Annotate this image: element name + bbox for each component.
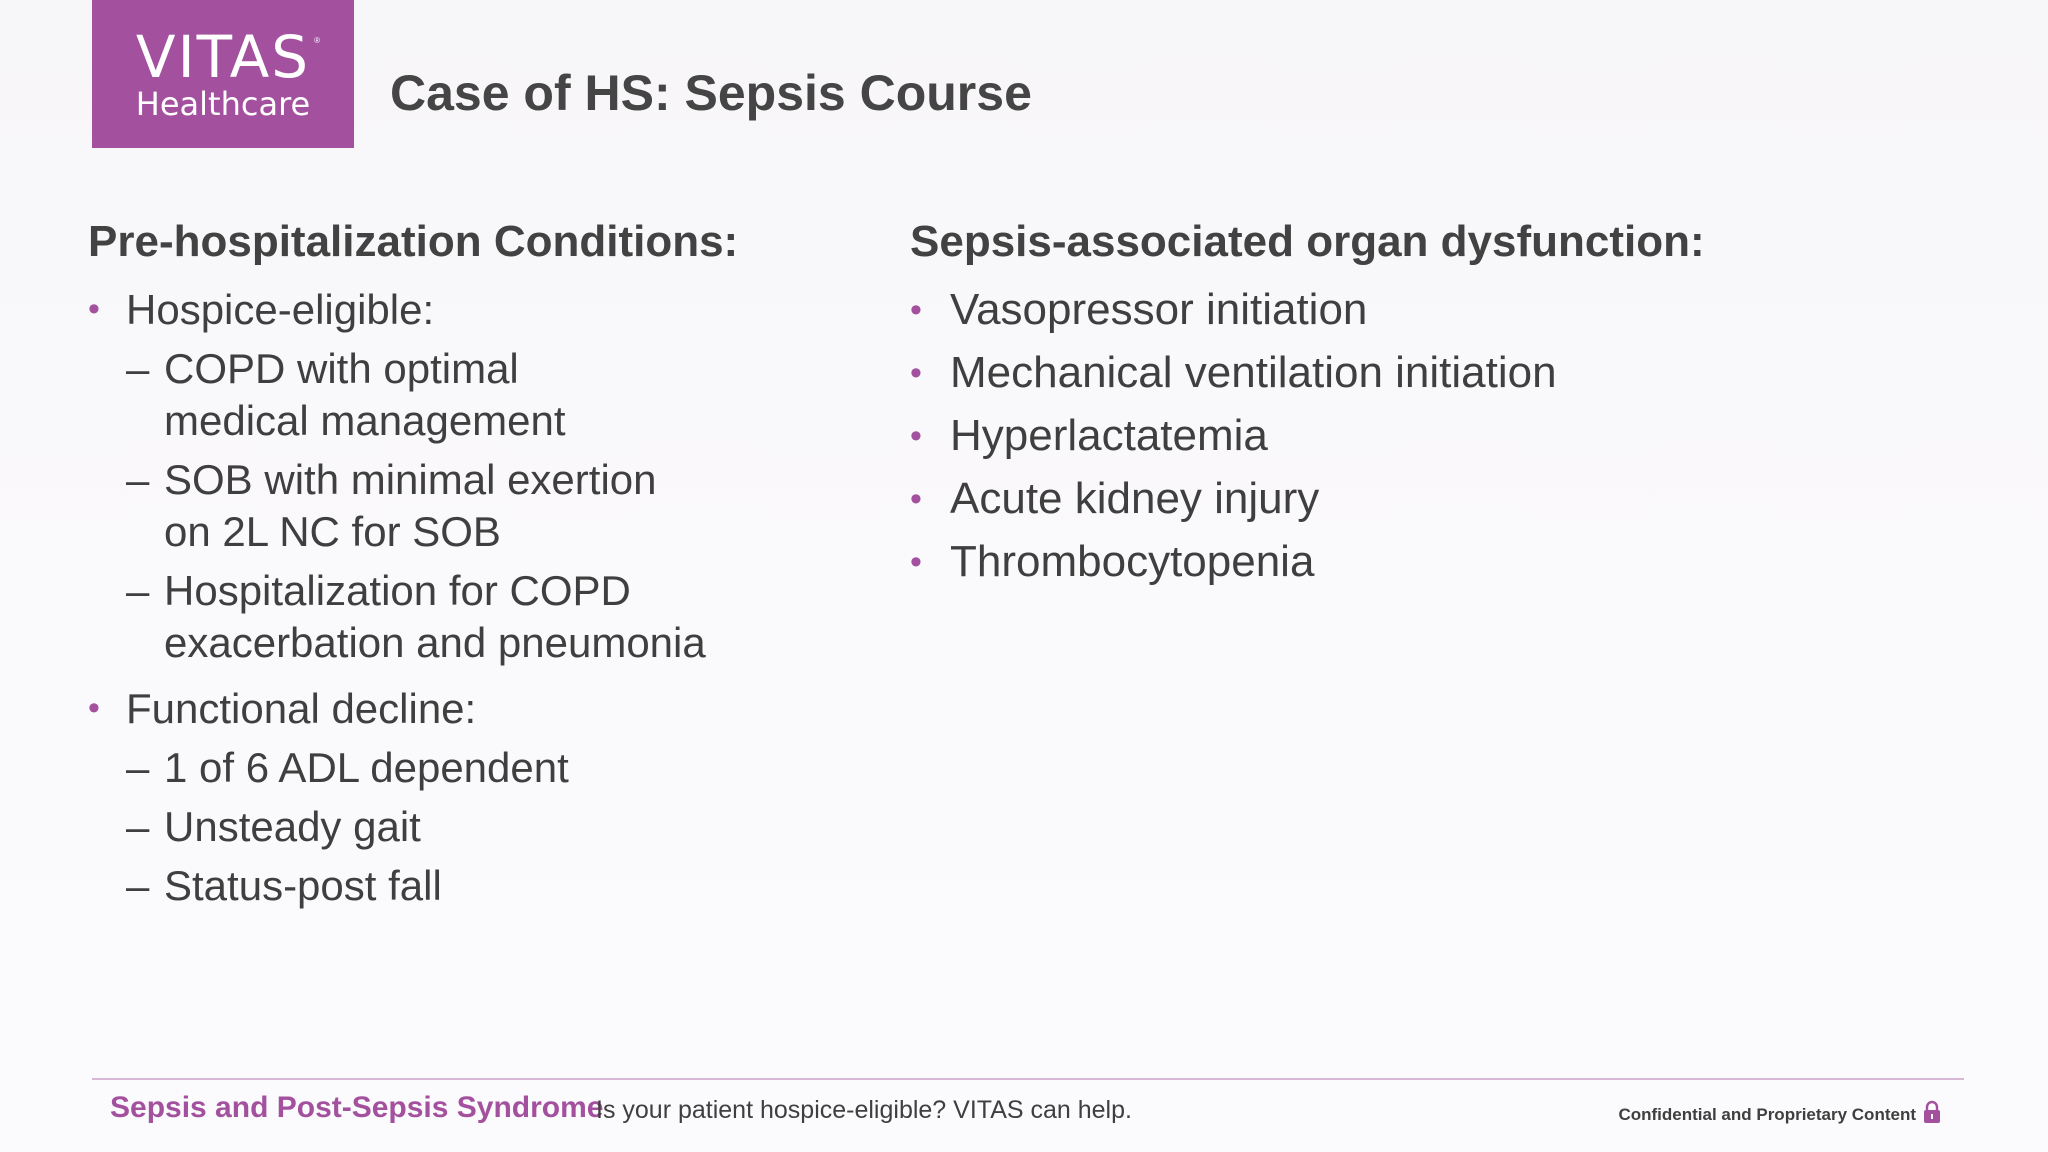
sub-bullet: [88, 565, 868, 669]
footer-tagline: Is your patient hospice-eligible? VITAS can help.: [596, 1096, 1132, 1124]
sub-bullet: [88, 454, 868, 558]
bullet-label: Thrombocytopenia: [950, 537, 1315, 586]
bullet-dot: •: [910, 480, 922, 518]
bullet-dot: •: [910, 354, 922, 392]
sub-line: COPD with optimal: [164, 345, 519, 393]
left-column: [88, 217, 868, 919]
bullet-hyperlactatemia: [910, 410, 1950, 462]
dash: –: [126, 862, 150, 910]
sub-bullet: [88, 860, 868, 912]
bullet-label: Hospice-eligible:: [126, 286, 435, 333]
dash: –: [126, 803, 150, 851]
bullet-label: Functional decline:: [126, 685, 477, 733]
bullet-hospice-eligible: [88, 284, 868, 335]
bullet-acute-kidney-injury: [910, 473, 1950, 525]
logo-main-text: VITAS: [135, 23, 311, 91]
sub-line: exacerbation and pneumonia: [164, 619, 706, 667]
footer-brand: Sepsis and Post-Sepsis Syndrome: [110, 1091, 604, 1124]
logo-registered-mark: ®: [314, 36, 320, 45]
bullet-dot: •: [910, 543, 922, 581]
dash: –: [126, 744, 150, 792]
footer-confidential: Confidential and Proprietary Content: [1618, 1105, 1916, 1124]
right-heading: Sepsis-associated organ dysfunction:: [910, 217, 1705, 266]
bullet-label: Hyperlactatemia: [950, 411, 1268, 460]
dash: –: [126, 456, 150, 504]
vitas-logo: [92, 0, 354, 148]
lock-icon: [1923, 1100, 1941, 1124]
bullet-dot: •: [88, 290, 100, 328]
footer-divider: [92, 1078, 1964, 1080]
bullet-label: Acute kidney injury: [950, 474, 1320, 523]
dash: –: [126, 567, 150, 615]
sub-line: Unsteady gait: [164, 803, 421, 851]
sub-line: on 2L NC for SOB: [164, 508, 501, 556]
bullet-thrombocytopenia: [910, 536, 1950, 588]
sub-line: Status-post fall: [164, 862, 442, 910]
sub-line: 1 of 6 ADL dependent: [164, 744, 569, 792]
sub-line: medical management: [164, 397, 566, 445]
bullet-dot: •: [910, 291, 922, 329]
bullet-dot: •: [910, 417, 922, 455]
sub-bullet: [88, 343, 868, 447]
slide-title: Case of HS: Sepsis Course: [390, 65, 1032, 121]
sub-bullet: [88, 801, 868, 853]
sub-line: Hospitalization for COPD: [164, 567, 631, 615]
sub-line: SOB with minimal exertion: [164, 456, 657, 504]
bullet-dot: •: [88, 689, 100, 728]
right-column: [910, 217, 1950, 599]
left-heading: Pre-hospitalization Conditions:: [88, 217, 739, 266]
bullet-functional-decline: [88, 683, 868, 734]
bullet-label: Mechanical ventilation initiation: [950, 348, 1557, 397]
bullet-vasopressor: [910, 284, 1950, 336]
logo-sub-text: Healthcare: [135, 85, 311, 123]
bullet-label: Vasopressor initiation: [950, 285, 1368, 334]
sub-bullet: [88, 742, 868, 794]
dash: –: [126, 345, 150, 393]
bullet-mechanical-ventilation: [910, 347, 1950, 399]
